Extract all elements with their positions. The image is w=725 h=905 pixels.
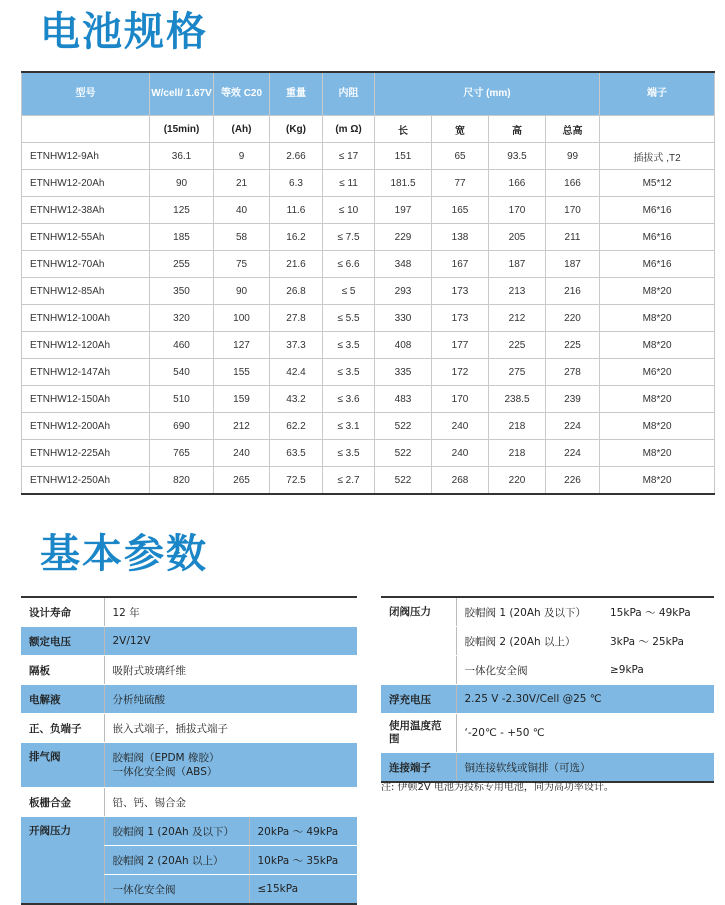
spec-subheader-row bbox=[22, 116, 715, 143]
param-label: 额定电压 bbox=[21, 627, 104, 656]
cell-height: 213 bbox=[489, 278, 546, 305]
cell-resistance: ≤ 6.6 bbox=[323, 251, 375, 278]
param-value: 分析纯硫酸 bbox=[104, 685, 357, 714]
table-row bbox=[22, 332, 715, 359]
param-value: 铅、钙、锡合金 bbox=[104, 788, 357, 817]
param-row-close-pressure-1 bbox=[381, 597, 714, 627]
param-value: 铜连接软线或铜排（可选） bbox=[456, 753, 714, 783]
subheader-length: 长 bbox=[375, 116, 432, 143]
cell-resistance: ≤ 2.7 bbox=[323, 467, 375, 495]
cell-capacity: 265 bbox=[214, 467, 270, 495]
cell-weight: 16.2 bbox=[270, 224, 323, 251]
param-subname: 一体化安全阀 bbox=[104, 875, 249, 905]
param-subvalue: 20kPa ～ 49kPa bbox=[249, 817, 357, 846]
section-title-specs: 电池规格 bbox=[40, 9, 208, 55]
header-size: 尺寸 (mm) bbox=[375, 72, 600, 116]
param-subname: 胶帽阀 1 (20Ah 及以下） bbox=[104, 817, 249, 846]
cell-length: 483 bbox=[375, 386, 432, 413]
cell-capacity: 127 bbox=[214, 332, 270, 359]
cell-wcell: 510 bbox=[150, 386, 214, 413]
table-row bbox=[22, 170, 715, 197]
cell-capacity: 212 bbox=[214, 413, 270, 440]
header-resistance: 内阻 bbox=[323, 72, 375, 116]
cell-length: 197 bbox=[375, 197, 432, 224]
cell-height: 166 bbox=[489, 170, 546, 197]
param-row-temp-range bbox=[381, 714, 714, 753]
cell-width: 240 bbox=[432, 413, 489, 440]
cell-wcell: 765 bbox=[150, 440, 214, 467]
param-row-open-pressure-1 bbox=[21, 817, 357, 846]
cell-capacity: 58 bbox=[214, 224, 270, 251]
cell-total-height: 239 bbox=[546, 386, 600, 413]
cell-resistance: ≤ 17 bbox=[323, 143, 375, 170]
cell-terminal: M8*20 bbox=[600, 332, 715, 359]
cell-capacity: 240 bbox=[214, 440, 270, 467]
subheader-resistance: (m Ω) bbox=[323, 116, 375, 143]
cell-total-height: 170 bbox=[546, 197, 600, 224]
param-value: 嵌入式端子，插拔式端子 bbox=[104, 714, 357, 743]
table-row bbox=[22, 467, 715, 495]
cell-resistance: ≤ 5.5 bbox=[323, 305, 375, 332]
cell-height: 225 bbox=[489, 332, 546, 359]
cell-width: 172 bbox=[432, 359, 489, 386]
cell-model: ETNHW12-250Ah bbox=[22, 467, 150, 495]
cell-wcell: 36.1 bbox=[150, 143, 214, 170]
cell-height: 212 bbox=[489, 305, 546, 332]
param-label: 电解液 bbox=[21, 685, 104, 714]
cell-model: ETNHW12-20Ah bbox=[22, 170, 150, 197]
subheader-blank bbox=[22, 116, 150, 143]
param-row-rated-voltage bbox=[21, 627, 357, 656]
cell-total-height: 224 bbox=[546, 413, 600, 440]
cell-terminal: M8*20 bbox=[600, 305, 715, 332]
cell-terminal: M6*16 bbox=[600, 224, 715, 251]
cell-width: 268 bbox=[432, 467, 489, 495]
param-subname: 胶帽阀 2 (20Ah 以上） bbox=[104, 846, 249, 875]
cell-wcell: 690 bbox=[150, 413, 214, 440]
cell-total-height: 224 bbox=[546, 440, 600, 467]
cell-terminal: M8*20 bbox=[600, 413, 715, 440]
header-wcell: W/cell/ 1.67V bbox=[150, 72, 214, 116]
cell-height: 187 bbox=[489, 251, 546, 278]
cell-width: 165 bbox=[432, 197, 489, 224]
cell-capacity: 40 bbox=[214, 197, 270, 224]
cell-length: 522 bbox=[375, 413, 432, 440]
param-row-float-voltage bbox=[381, 685, 714, 714]
footnote: 注: 伊顿2V 电池为投标专用电池，同为高功率设计。 bbox=[381, 782, 614, 793]
subheader-width: 宽 bbox=[432, 116, 489, 143]
cell-capacity: 75 bbox=[214, 251, 270, 278]
cell-weight: 11.6 bbox=[270, 197, 323, 224]
cell-model: ETNHW12-100Ah bbox=[22, 305, 150, 332]
cell-weight: 63.5 bbox=[270, 440, 323, 467]
table-row bbox=[22, 359, 715, 386]
cell-length: 151 bbox=[375, 143, 432, 170]
cell-weight: 72.5 bbox=[270, 467, 323, 495]
cell-terminal: M8*20 bbox=[600, 278, 715, 305]
cell-width: 65 bbox=[432, 143, 489, 170]
param-label: 使用温度范围 bbox=[381, 714, 456, 753]
cell-length: 181.5 bbox=[375, 170, 432, 197]
cell-width: 173 bbox=[432, 305, 489, 332]
table-row bbox=[22, 197, 715, 224]
param-subvalue: ≤15kPa bbox=[249, 875, 357, 905]
subheader-total-height: 总高 bbox=[546, 116, 600, 143]
param-label: 排气阀 bbox=[21, 743, 104, 788]
cell-resistance: ≤ 11 bbox=[323, 170, 375, 197]
param-value bbox=[104, 743, 357, 788]
cell-height: 205 bbox=[489, 224, 546, 251]
cell-total-height: 216 bbox=[546, 278, 600, 305]
cell-height: 170 bbox=[489, 197, 546, 224]
param-row-terminals bbox=[21, 714, 357, 743]
param-subvalue: 3kPa ～ 25kPa bbox=[602, 627, 714, 656]
cell-weight: 21.6 bbox=[270, 251, 323, 278]
cell-model: ETNHW12-150Ah bbox=[22, 386, 150, 413]
param-row-electrolyte bbox=[21, 685, 357, 714]
cell-wcell: 320 bbox=[150, 305, 214, 332]
cell-terminal: M8*20 bbox=[600, 440, 715, 467]
cell-resistance: ≤ 5 bbox=[323, 278, 375, 305]
table-row bbox=[22, 278, 715, 305]
param-value: 12 年 bbox=[104, 597, 357, 627]
cell-height: 218 bbox=[489, 440, 546, 467]
table-row bbox=[22, 143, 715, 170]
param-row-vent bbox=[21, 743, 357, 788]
cell-model: ETNHW12-38Ah bbox=[22, 197, 150, 224]
subheader-capacity: (Ah) bbox=[214, 116, 270, 143]
cell-wcell: 255 bbox=[150, 251, 214, 278]
cell-wcell: 185 bbox=[150, 224, 214, 251]
param-row-grid-alloy bbox=[21, 788, 357, 817]
param-value: 2V/12V bbox=[104, 627, 357, 656]
subheader-height: 高 bbox=[489, 116, 546, 143]
param-label: 开阀压力 bbox=[21, 817, 104, 905]
table-row bbox=[22, 224, 715, 251]
cell-terminal: M6*16 bbox=[600, 197, 715, 224]
cell-length: 293 bbox=[375, 278, 432, 305]
vent-value-2: 一体化安全阀（ABS） bbox=[112, 766, 218, 778]
cell-length: 522 bbox=[375, 440, 432, 467]
cell-terminal: M6*16 bbox=[600, 251, 715, 278]
spec-header-row bbox=[22, 72, 715, 116]
cell-width: 77 bbox=[432, 170, 489, 197]
cell-weight: 43.2 bbox=[270, 386, 323, 413]
cell-length: 330 bbox=[375, 305, 432, 332]
cell-terminal: M8*20 bbox=[600, 467, 715, 495]
param-subvalue: 15kPa ～ 49kPa bbox=[602, 597, 714, 627]
param-value: 2.25 V -2.30V/Cell @25 ℃ bbox=[456, 685, 714, 714]
cell-height: 218 bbox=[489, 413, 546, 440]
param-subname: 胶帽阀 2 (20Ah 以上） bbox=[456, 627, 602, 656]
cell-terminal: M5*12 bbox=[600, 170, 715, 197]
cell-width: 177 bbox=[432, 332, 489, 359]
cell-capacity: 9 bbox=[214, 143, 270, 170]
params-left-table bbox=[21, 596, 357, 905]
cell-capacity: 100 bbox=[214, 305, 270, 332]
cell-length: 522 bbox=[375, 467, 432, 495]
cell-capacity: 159 bbox=[214, 386, 270, 413]
table-row bbox=[22, 386, 715, 413]
header-terminal: 端子 bbox=[600, 72, 715, 116]
cell-resistance: ≤ 3.1 bbox=[323, 413, 375, 440]
cell-total-height: 211 bbox=[546, 224, 600, 251]
cell-resistance: ≤ 7.5 bbox=[323, 224, 375, 251]
param-label: 浮充电压 bbox=[381, 685, 456, 714]
param-label: 设计寿命 bbox=[21, 597, 104, 627]
cell-total-height: 278 bbox=[546, 359, 600, 386]
cell-length: 348 bbox=[375, 251, 432, 278]
cell-model: ETNHW12-85Ah bbox=[22, 278, 150, 305]
cell-resistance: ≤ 3.5 bbox=[323, 332, 375, 359]
cell-wcell: 820 bbox=[150, 467, 214, 495]
cell-total-height: 220 bbox=[546, 305, 600, 332]
param-label: 正、负端子 bbox=[21, 714, 104, 743]
param-value: ‘-20℃ - +50 ℃ bbox=[456, 714, 714, 753]
header-weight: 重量 bbox=[270, 72, 323, 116]
param-row-design-life bbox=[21, 597, 357, 627]
cell-length: 229 bbox=[375, 224, 432, 251]
cell-total-height: 225 bbox=[546, 332, 600, 359]
cell-height: 220 bbox=[489, 467, 546, 495]
cell-capacity: 155 bbox=[214, 359, 270, 386]
cell-wcell: 125 bbox=[150, 197, 214, 224]
table-row bbox=[22, 413, 715, 440]
section-title-params: 基本参数 bbox=[40, 531, 208, 577]
cell-total-height: 99 bbox=[546, 143, 600, 170]
cell-wcell: 460 bbox=[150, 332, 214, 359]
param-row-separator bbox=[21, 656, 357, 685]
header-capacity: 等效 C20 bbox=[214, 72, 270, 116]
cell-weight: 42.4 bbox=[270, 359, 323, 386]
cell-length: 335 bbox=[375, 359, 432, 386]
cell-capacity: 21 bbox=[214, 170, 270, 197]
cell-model: ETNHW12-70Ah bbox=[22, 251, 150, 278]
cell-model: ETNHW12-120Ah bbox=[22, 332, 150, 359]
table-row bbox=[22, 305, 715, 332]
cell-total-height: 187 bbox=[546, 251, 600, 278]
param-subvalue: 10kPa ～ 35kPa bbox=[249, 846, 357, 875]
params-right-table bbox=[381, 596, 714, 783]
cell-resistance: ≤ 3.5 bbox=[323, 359, 375, 386]
spec-table bbox=[21, 71, 715, 495]
cell-wcell: 90 bbox=[150, 170, 214, 197]
cell-weight: 6.3 bbox=[270, 170, 323, 197]
table-row bbox=[22, 440, 715, 467]
cell-model: ETNHW12-225Ah bbox=[22, 440, 150, 467]
cell-wcell: 540 bbox=[150, 359, 214, 386]
cell-height: 275 bbox=[489, 359, 546, 386]
subheader-wcell: (15min) bbox=[150, 116, 214, 143]
cell-height: 238.5 bbox=[489, 386, 546, 413]
cell-weight: 37.3 bbox=[270, 332, 323, 359]
param-label: 隔板 bbox=[21, 656, 104, 685]
header-model: 型号 bbox=[22, 72, 150, 116]
param-label: 闭阀压力 bbox=[381, 597, 456, 685]
cell-model: ETNHW12-9Ah bbox=[22, 143, 150, 170]
cell-capacity: 90 bbox=[214, 278, 270, 305]
cell-resistance: ≤ 3.6 bbox=[323, 386, 375, 413]
cell-total-height: 166 bbox=[546, 170, 600, 197]
cell-weight: 62.2 bbox=[270, 413, 323, 440]
cell-model: ETNHW12-147Ah bbox=[22, 359, 150, 386]
param-subname: 一体化安全阀 bbox=[456, 656, 602, 685]
cell-width: 167 bbox=[432, 251, 489, 278]
cell-terminal: 插拔式 ,T2 bbox=[600, 143, 715, 170]
cell-width: 138 bbox=[432, 224, 489, 251]
cell-resistance: ≤ 3.5 bbox=[323, 440, 375, 467]
param-label: 连接端子 bbox=[381, 753, 456, 783]
cell-model: ETNHW12-200Ah bbox=[22, 413, 150, 440]
subheader-terminal bbox=[600, 116, 715, 143]
cell-model: ETNHW12-55Ah bbox=[22, 224, 150, 251]
cell-wcell: 350 bbox=[150, 278, 214, 305]
param-label: 板栅合金 bbox=[21, 788, 104, 817]
cell-width: 170 bbox=[432, 386, 489, 413]
cell-length: 408 bbox=[375, 332, 432, 359]
cell-weight: 27.8 bbox=[270, 305, 323, 332]
cell-width: 240 bbox=[432, 440, 489, 467]
param-value: 吸附式玻璃纤维 bbox=[104, 656, 357, 685]
subheader-weight: (Kg) bbox=[270, 116, 323, 143]
cell-weight: 2.66 bbox=[270, 143, 323, 170]
table-row bbox=[22, 251, 715, 278]
cell-terminal: M6*20 bbox=[600, 359, 715, 386]
cell-terminal: M8*20 bbox=[600, 386, 715, 413]
cell-weight: 26.8 bbox=[270, 278, 323, 305]
cell-total-height: 226 bbox=[546, 467, 600, 495]
param-subvalue: ≥9kPa bbox=[602, 656, 714, 685]
cell-height: 93.5 bbox=[489, 143, 546, 170]
vent-value-1: 胶帽阀（EPDM 橡胶） bbox=[112, 752, 220, 764]
cell-width: 173 bbox=[432, 278, 489, 305]
cell-resistance: ≤ 10 bbox=[323, 197, 375, 224]
param-subname: 胶帽阀 1 (20Ah 及以下） bbox=[456, 597, 602, 627]
